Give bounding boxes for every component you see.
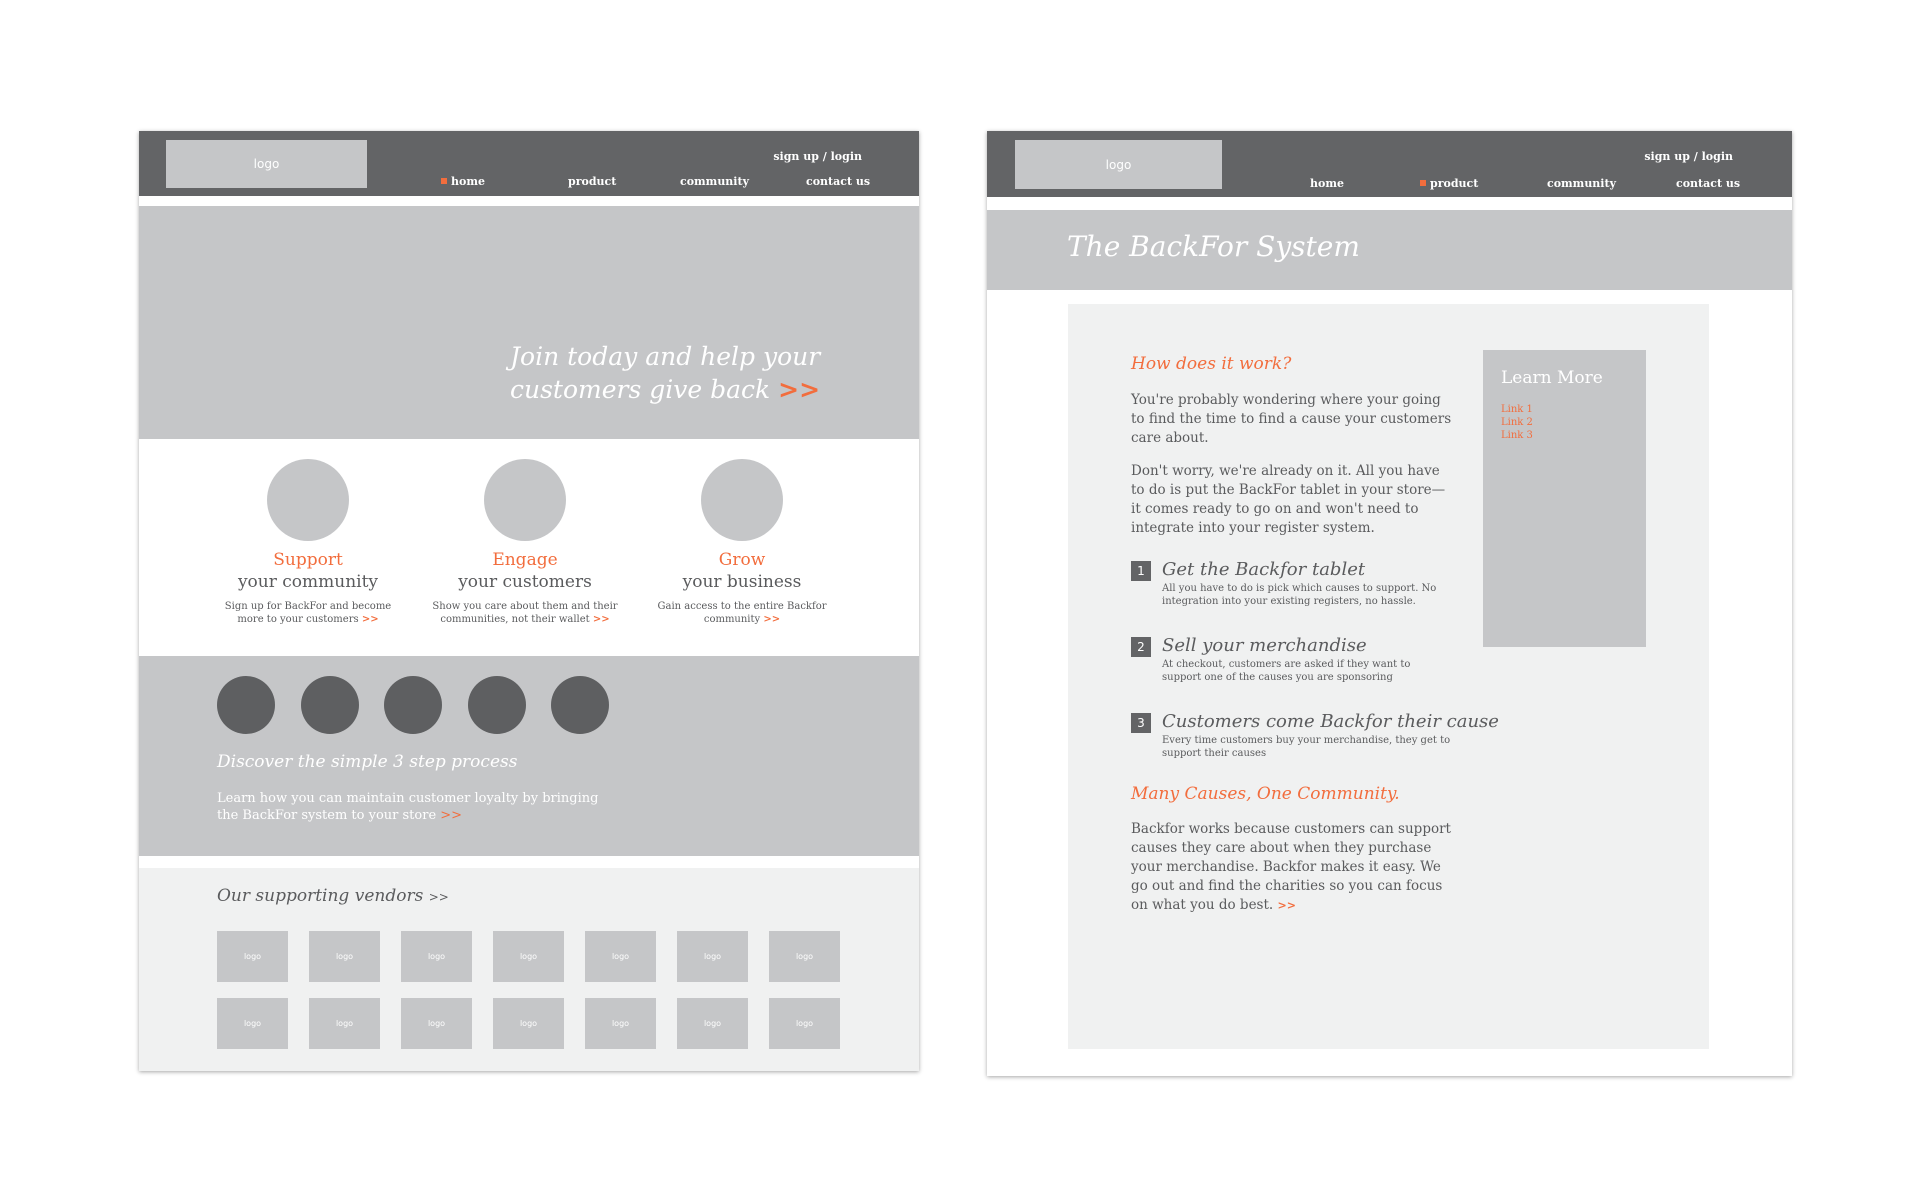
para-line: integrate into your register system. bbox=[1131, 520, 1375, 536]
step-number: 2 bbox=[1131, 637, 1151, 657]
para-line: You're probably wondering where your going bbox=[1131, 392, 1441, 408]
home-signup-login-link[interactable]: sign up / login bbox=[773, 150, 862, 163]
active-indicator-icon bbox=[1420, 180, 1426, 186]
feature-description bbox=[642, 600, 842, 626]
para-line: to find the time to find a cause your customers bbox=[1131, 411, 1452, 427]
step-title: Get the Backfor tablet bbox=[1162, 559, 1366, 580]
vendor-logo-placeholder[interactable]: logo bbox=[769, 931, 840, 982]
active-indicator-icon bbox=[441, 178, 447, 184]
how-heading: How does it work? bbox=[1131, 354, 1292, 374]
process-title: Discover the simple 3 step process bbox=[217, 752, 518, 772]
step-desc-line: support one of the causes you are sponsoring bbox=[1162, 672, 1393, 683]
feature-desc-line-1: Show you care about them and their bbox=[432, 601, 618, 612]
vendor-logo-placeholder[interactable]: logo bbox=[217, 931, 288, 982]
product-nav-contact[interactable]: contact us bbox=[1676, 177, 1741, 190]
product-nav-home[interactable]: home bbox=[1310, 177, 1344, 190]
feature-image-placeholder bbox=[701, 459, 783, 541]
home-nav-product[interactable]: product bbox=[568, 175, 617, 188]
vendor-logo-placeholder[interactable]: logo bbox=[309, 998, 380, 1049]
process-section bbox=[139, 656, 919, 856]
feature-description bbox=[425, 600, 625, 626]
feature-desc-line-1: Sign up for BackFor and become bbox=[224, 601, 392, 612]
home-nav-bar bbox=[139, 131, 919, 196]
step-image-placeholder bbox=[384, 676, 442, 734]
process-text-line-1: Learn how you can maintain customer loyalty by bringing bbox=[217, 791, 599, 806]
step-desc-line: integration into your existing registers, no hassle. bbox=[1162, 596, 1416, 607]
feature-desc-line-2: more to your customers bbox=[237, 614, 359, 625]
feature-engage bbox=[425, 459, 625, 626]
step-desc-line: support their causes bbox=[1162, 748, 1267, 759]
feature-support bbox=[208, 459, 408, 626]
hero-line-2: customers give back bbox=[510, 375, 771, 404]
vendor-logo-placeholder[interactable]: logo bbox=[401, 998, 472, 1049]
feature-title: Support bbox=[273, 550, 343, 570]
feature-arrow-link[interactable]: >> bbox=[592, 614, 610, 625]
vendor-logo-placeholder[interactable]: logo bbox=[309, 931, 380, 982]
learn-more-sidebar bbox=[1483, 350, 1646, 647]
feature-image-placeholder bbox=[267, 459, 349, 541]
home-nav-community[interactable]: community bbox=[680, 175, 749, 188]
learn-more-link-1[interactable]: Link 1 bbox=[1501, 404, 1533, 415]
feature-desc-line-2: community bbox=[703, 614, 761, 625]
vendors-title bbox=[217, 886, 449, 906]
vendor-logo-placeholder[interactable]: logo bbox=[677, 931, 748, 982]
community-arrow-link[interactable]: >> bbox=[1277, 899, 1296, 912]
product-nav-product[interactable] bbox=[1420, 177, 1478, 190]
step-image-placeholder bbox=[301, 676, 359, 734]
feature-grow bbox=[642, 459, 842, 626]
product-signup-login-link[interactable]: sign up / login bbox=[1644, 150, 1733, 163]
step-desc-line: All you have to do is pick which causes to support. No bbox=[1162, 583, 1437, 594]
vendor-logo-placeholder[interactable]: logo bbox=[769, 998, 840, 1049]
vendor-logo-placeholder[interactable]: logo bbox=[401, 931, 472, 982]
product-page-mockup bbox=[987, 131, 1792, 1076]
feature-subtitle: your community bbox=[237, 572, 379, 592]
learn-more-title: Learn More bbox=[1501, 368, 1603, 388]
home-nav-contact[interactable]: contact us bbox=[806, 175, 871, 188]
hero-arrow-link[interactable]: >> bbox=[778, 375, 821, 404]
content-panel bbox=[1068, 304, 1709, 1049]
feature-desc-line-1: Gain access to the entire Backfor bbox=[657, 601, 827, 612]
feature-subtitle: your business bbox=[682, 572, 802, 592]
how-paragraph-1 bbox=[1131, 391, 1461, 448]
features-section bbox=[139, 439, 919, 656]
nav-product-label: product bbox=[1430, 177, 1479, 190]
vendor-logo-placeholder[interactable]: logo bbox=[677, 998, 748, 1049]
step-desc-line: Every time customers buy your merchandise, they get to bbox=[1162, 735, 1451, 746]
hero-banner bbox=[139, 206, 919, 439]
product-logo-placeholder[interactable]: logo bbox=[1015, 140, 1222, 189]
vendors-title-text: Our supporting vendors bbox=[217, 886, 424, 906]
community-paragraph bbox=[1131, 820, 1461, 915]
para-line: go out and find the charities so you can focus bbox=[1131, 878, 1443, 894]
nav-home-label: home bbox=[451, 175, 485, 188]
step-description bbox=[1162, 734, 1472, 760]
product-nav-community[interactable]: community bbox=[1547, 177, 1616, 190]
page-title: The BackFor System bbox=[1067, 230, 1360, 263]
feature-arrow-link[interactable]: >> bbox=[763, 614, 781, 625]
step-title: Sell your merchandise bbox=[1162, 635, 1367, 656]
step-title: Customers come Backfor their cause bbox=[1162, 711, 1499, 732]
how-paragraph-2 bbox=[1131, 462, 1461, 538]
vendor-logo-placeholder[interactable]: logo bbox=[493, 931, 564, 982]
vendor-logo-placeholder[interactable]: logo bbox=[585, 931, 656, 982]
vendors-section bbox=[139, 868, 919, 1071]
process-text-line-2: the BackFor system to your store bbox=[217, 808, 437, 823]
para-line: Don't worry, we're already on it. All you have bbox=[1131, 463, 1440, 479]
para-line: on what you do best. bbox=[1131, 897, 1274, 913]
vendors-arrow-link[interactable]: >> bbox=[428, 890, 449, 904]
para-line: to do is put the BackFor tablet in your store— bbox=[1131, 482, 1446, 498]
home-nav-home[interactable] bbox=[441, 175, 485, 188]
feature-image-placeholder bbox=[484, 459, 566, 541]
feature-description bbox=[208, 600, 408, 626]
step-number: 1 bbox=[1131, 561, 1151, 581]
learn-more-link-3[interactable]: Link 3 bbox=[1501, 430, 1533, 441]
step-image-placeholder bbox=[551, 676, 609, 734]
para-line: causes they care about when they purchase bbox=[1131, 840, 1432, 856]
step-number: 3 bbox=[1131, 713, 1151, 733]
vendor-logo-placeholder[interactable]: logo bbox=[217, 998, 288, 1049]
vendor-logo-placeholder[interactable]: logo bbox=[585, 998, 656, 1049]
process-arrow-link[interactable]: >> bbox=[440, 808, 463, 823]
page-title-band bbox=[987, 210, 1792, 290]
feature-title: Engage bbox=[492, 550, 558, 570]
vendor-logo-placeholder[interactable]: logo bbox=[493, 998, 564, 1049]
feature-desc-line-2: communities, not their wallet bbox=[440, 614, 590, 625]
feature-title: Grow bbox=[718, 550, 766, 570]
home-logo-placeholder[interactable]: logo bbox=[166, 140, 367, 188]
feature-subtitle: your customers bbox=[458, 572, 592, 592]
step-image-placeholder bbox=[468, 676, 526, 734]
process-description bbox=[217, 790, 637, 824]
para-line: care about. bbox=[1131, 430, 1209, 446]
feature-arrow-link[interactable]: >> bbox=[361, 614, 379, 625]
product-nav-bar bbox=[987, 131, 1792, 197]
step-image-placeholder bbox=[217, 676, 275, 734]
learn-more-link-2[interactable]: Link 2 bbox=[1501, 417, 1533, 428]
hero-headline bbox=[510, 340, 910, 406]
hero-line-1: Join today and help your bbox=[510, 342, 821, 371]
para-line: it comes ready to go on and won't need to bbox=[1131, 501, 1419, 517]
step-description bbox=[1162, 582, 1472, 608]
community-heading: Many Causes, One Community. bbox=[1131, 784, 1400, 804]
step-desc-line: At checkout, customers are asked if they want to bbox=[1162, 659, 1411, 670]
para-line: Backfor works because customers can support bbox=[1131, 821, 1451, 837]
step-description bbox=[1162, 658, 1472, 684]
home-page-mockup bbox=[139, 131, 919, 1071]
para-line: your merchandise. Backfor makes it easy. We bbox=[1131, 859, 1441, 875]
